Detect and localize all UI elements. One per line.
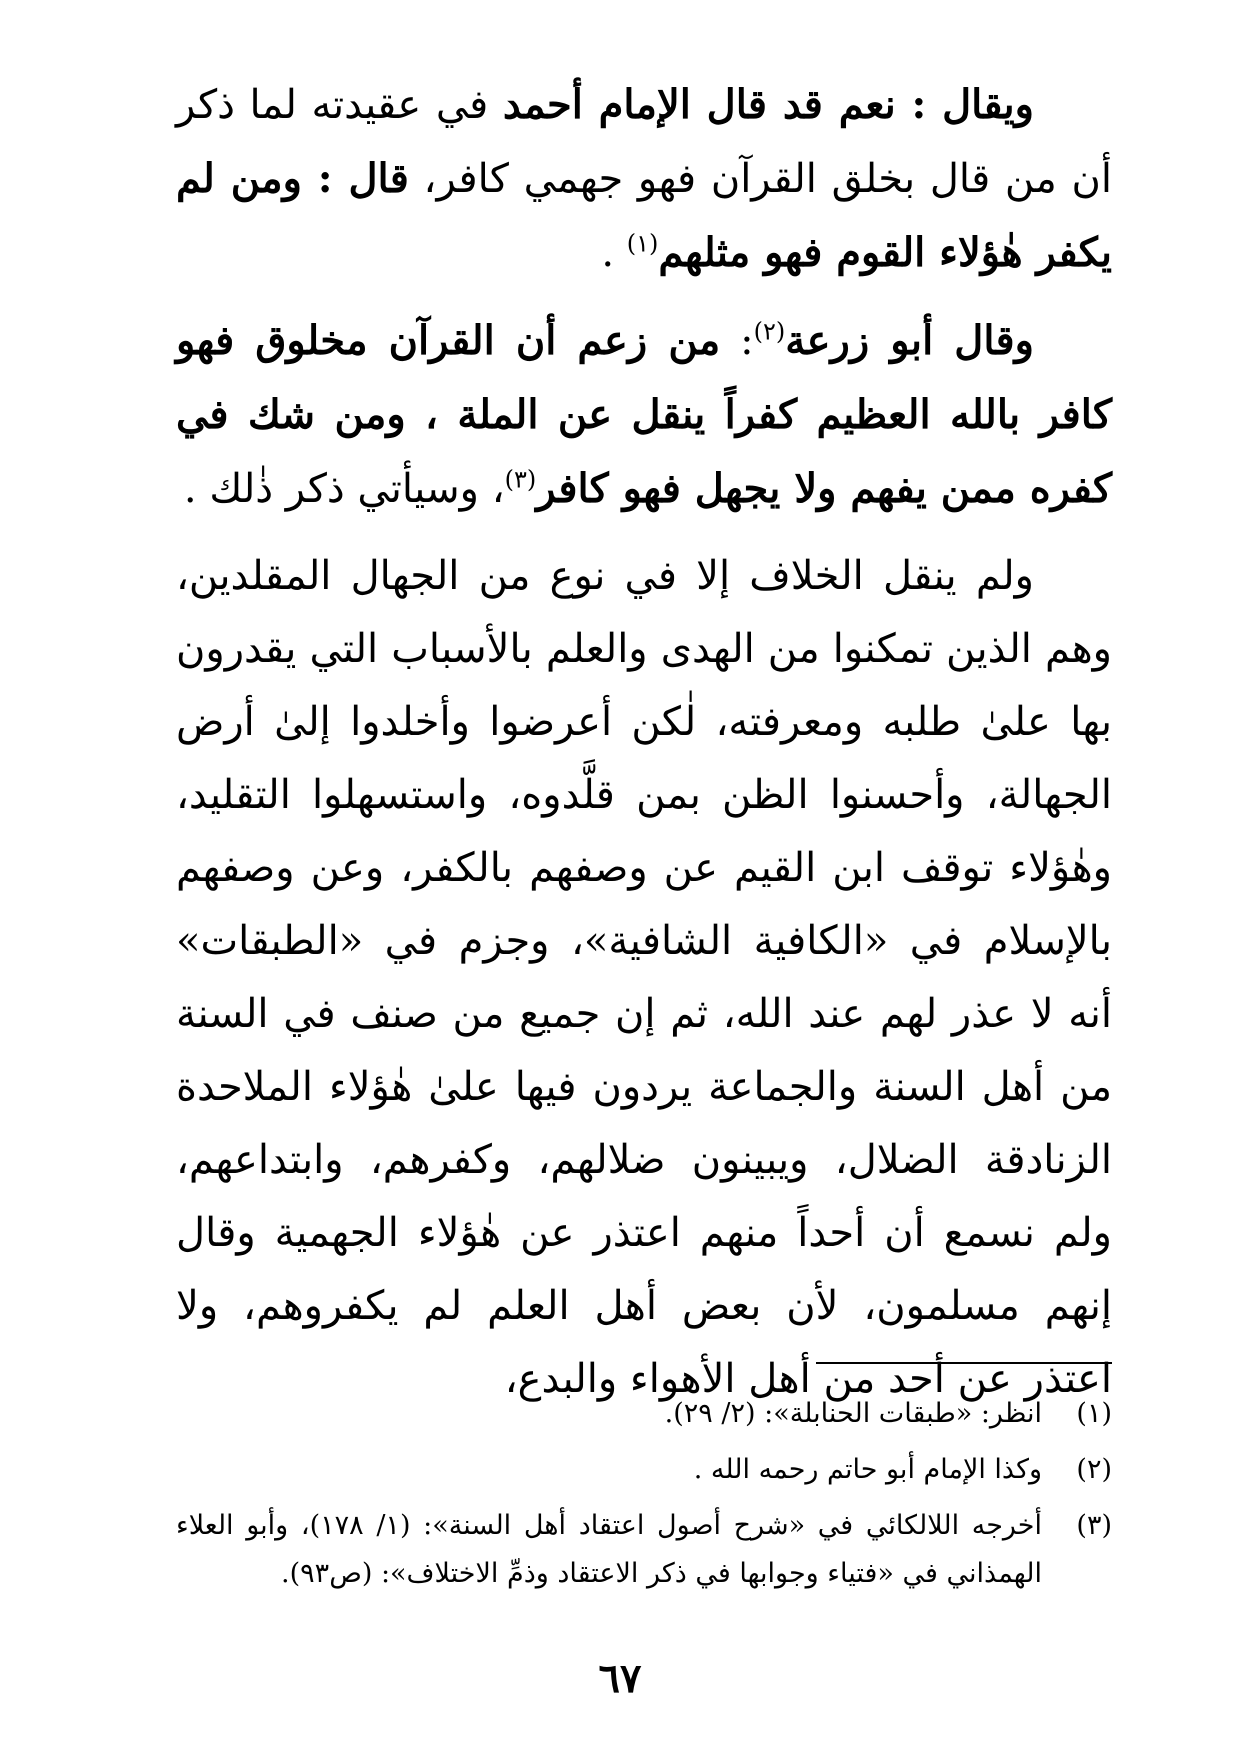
paragraph: [176, 68, 1112, 290]
paragraph: [176, 540, 1112, 1416]
bold-text-segment: ويقال :: [895, 81, 1035, 128]
footnote: [176, 1390, 1112, 1438]
text-segment: ، وسيأتي ذكر ذٰلك .: [183, 466, 505, 512]
footnotes: [176, 1390, 1112, 1606]
footnote: [176, 1446, 1112, 1494]
footnote-divider: [816, 1362, 1112, 1364]
footnote-text: وكذا الإمام أبو حاتم رحمه الله .: [693, 1454, 1042, 1485]
footnote-number: (٣): [1076, 1510, 1112, 1541]
footnote-text: أخرجه اللالكائي في «شرح أصول اعتقاد أهل السنة»: (١/ ١٧٨)، وأبو العلاء الهمذاني في «فتياء وجوابها في ذكر الاعتقاد وذمِّ الاختلاف»: (ص٩٣).: [176, 1510, 1043, 1589]
bold-text-segment: ومن لم يكفر هٰؤلاء القوم فهو مثلهم: [176, 155, 1112, 276]
main-text: [176, 68, 1112, 1416]
bold-text-segment: من زعم أن القرآن مخلوق فهو كافر بالله العظيم كفراً ينقل عن الملة ، ومن شك في كفره ممن يفهم ولا يجهل فهو كافر: [176, 317, 1112, 512]
footnote-text: انظر: «طبقات الحنابلة»: (٢/ ٢٩).: [664, 1398, 1042, 1429]
text-segment: ولم ينقل الخلاف إلا في نوع من الجهال المقلدين، وهم الذين تمكنوا من الهدى والعلم بالأسباب التي يقدرون بها علىٰ طلبه ومعرفته، لٰكن أعرضوا وأخلدوا إلىٰ أرض الجهالة، وأحسنوا الظن بمن قلَّدوه، واستسهلوا التقليد، وهٰؤلاء توقف ابن القيم عن وصفهم بالكفر، وعن وصفهم بالإسلام في «الكافية الشافية»، وجزم في «الطبقات» أنه لا عذر لهم عند الله، ثم إن جميع من صنف في السنة من أهل السنة والجماعة يردون فيها علىٰ هٰؤلاء الملاحدة الزنادقة الضلال، ويبينون ضلالهم، وكفرهم، وابتداعهم، ولم نسمع أن أحداً منهم اعتذر عن هٰؤلاء الجهمية وقال إنهم مسلمون، لأن بعض أهل العلم لم يكفروهم، ولا اعتذر عن أحد من أهل الأهواء والبدع،: [176, 553, 1112, 1402]
bold-text-segment: وقال أبو زرعة: [785, 317, 1034, 364]
paragraph: [176, 304, 1112, 526]
footnote: [176, 1502, 1112, 1598]
text-segment: :: [720, 318, 754, 364]
footnote-number: (١): [1076, 1398, 1112, 1429]
footnote-reference: (٣): [504, 465, 537, 494]
page-number: ٦٧: [598, 1655, 642, 1702]
footnote-reference: (٢): [753, 317, 786, 346]
footnote-reference: (١): [626, 229, 659, 258]
text-segment: في عقيدته لما ذكر أن من قال بخلق القرآن فهو جهمي كافر،: [176, 82, 1112, 202]
bold-text-segment: قال :: [301, 155, 409, 202]
footnote-number: (٢): [1076, 1454, 1112, 1485]
text-segment: .: [601, 230, 627, 276]
bold-text-segment: نعم قد قال الإمام أحمد: [502, 81, 896, 128]
